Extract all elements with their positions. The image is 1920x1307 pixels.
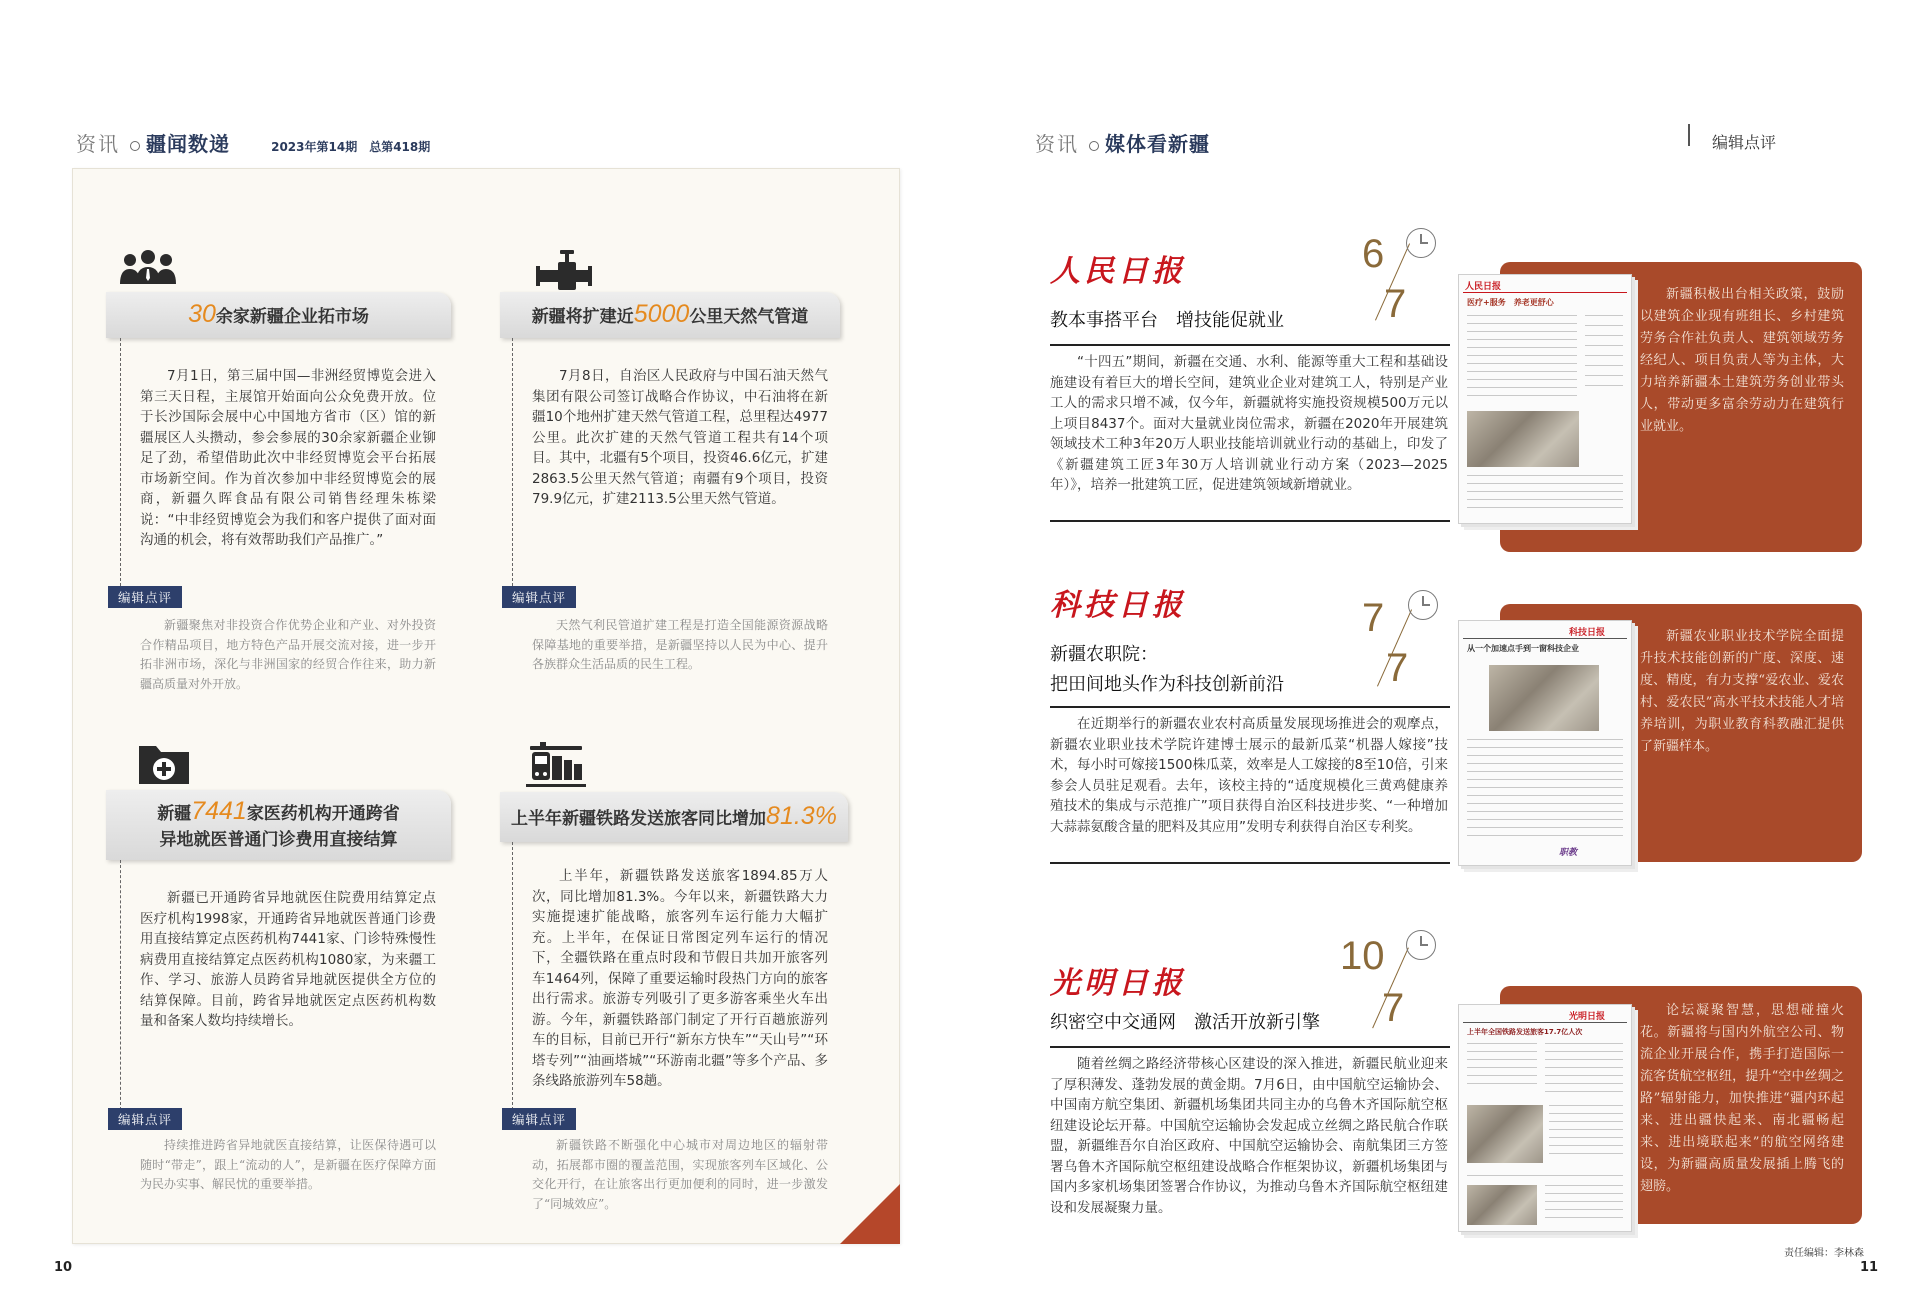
- headline-text: 余家新疆企业拓市场: [215, 306, 369, 327]
- date-month: 10: [1340, 934, 1385, 978]
- clipping-masthead: 科技日报: [1569, 628, 1606, 638]
- article-body-1: “十四五”期间，新疆在交通、水利、能源等重大工程和基础设施建设有着巨大的增长空间，建筑业企业对建筑工人，特别是产业工人的需求只增不减，仅今年，新疆就将实施投资规模500万元以上项目8437个。面对大量就业岗位需求，新疆在2020年开展建筑领域技术工种3年20万人职业技能培训就业行动的基础上，印发了《新疆建筑工匠3年30万人培训就业行动方案（2023—2025年）》，培养一批建筑工匠，促进建筑领域新增就业。: [1050, 354, 1448, 493]
- newspaper-logo-renmin: 人民日报: [1050, 254, 1186, 289]
- news-body-1: 7月1日，第三届中国—非洲经贸博览会进入第三天日程，主展馆开始面向公众免费开放。位于长沙国际会展中心中国地方省市（区）馆的新疆展区人头攒动，参会参展的30余家新疆企业铆足了劲，希望借助此次中非经贸博览会平台拓展市场新空间。作为首次参加中非经贸博览会的展商，新疆久晖食品有限公司销售经理朱栋梁说：“中非经贸博览会为我们和客户提供了面对面沟通的机会，将有效帮助我们产品推广。”: [140, 368, 436, 548]
- headline-text: 公里天然气管道: [689, 306, 809, 327]
- headline-banner-2: [500, 292, 840, 338]
- header-section-title: 媒体看新疆: [1105, 132, 1210, 156]
- date-month: 7: [1362, 596, 1385, 640]
- dashed-guide-line: [120, 860, 121, 1110]
- newspaper-logo-guangming: 光明日报: [1050, 966, 1186, 1001]
- clock-icon: [1406, 228, 1436, 258]
- clock-icon: [1408, 590, 1438, 620]
- bottom-rule: [1050, 862, 1450, 864]
- panel-corner-fold: [840, 1184, 900, 1244]
- circle-bullet-icon: [1089, 141, 1099, 151]
- headline-text: 新疆将扩建近: [531, 306, 634, 327]
- newspaper-clipping-3: [1458, 1004, 1632, 1232]
- train-icon: [526, 740, 586, 790]
- header-category: 资讯: [1035, 132, 1079, 156]
- dashed-guide-line: [120, 338, 121, 586]
- article-title-1: 教本事搭平台 增技能促就业: [1050, 310, 1284, 331]
- headline-number: 81.3%: [766, 801, 837, 830]
- header-category: 资讯: [76, 132, 120, 156]
- dashed-guide-line: [512, 842, 513, 1110]
- business-people-icon: [120, 244, 176, 294]
- article-title-line1: 新疆农职院：: [1050, 644, 1158, 665]
- headline-banner-4: [500, 792, 848, 842]
- header-section-title: 疆闻数递: [146, 132, 230, 156]
- editor-comment-3: 持续推进跨省异地就医直接结算，让医保待遇可以随时“带走”，跟上“流动的人”，是新疆在医疗保障方面为民办实事、解民忧的重要举措。: [140, 1138, 436, 1191]
- comment-text-3: 论坛凝聚智慧，思想碰撞火花。新疆将与国内外航空公司、物流企业开展合作，携手打造国际一流客货航空枢纽，提升“空中丝绸之路”辐射能力，加快推进“疆内环起来、进出疆快起来、南北疆畅起来、进出境联起来”的航空网络建设，为新疆高质量发展插上腾飞的翅膀。: [1640, 1003, 1844, 1194]
- medical-folder-icon: [136, 738, 192, 788]
- headline-number: 30: [188, 299, 216, 328]
- headline-number: 7441: [191, 796, 247, 825]
- comment-text-1: 新疆积极出台相关政策，鼓励以建筑企业现有班组长、乡村建筑劳务合作社负责人、建筑领域劳务经纪人、项目负责人等为主体，大力培养新疆本土建筑劳务创业带头人，带动更多富余劳动力在建筑行业就业。: [1640, 287, 1844, 434]
- article-title-2: [1050, 640, 1284, 700]
- news-body-3: 新疆已开通跨省异地就医住院费用结算定点医疗机构1998家，开通跨省异地就医普通门诊费用直接结算定点医药机构7441家、门诊特殊慢性病费用直接结算定点医药机构1080家，为来疆工作、学习、旅游人员跨省异地就医提供全方位的结算保障。目前，跨省异地就医定点医药机构数量和备案人数均持续增长。: [140, 890, 436, 1029]
- headline-text: 家医药机构开通跨省: [246, 803, 400, 824]
- editor-credit: 责任编辑：李林森: [1784, 1248, 1864, 1259]
- clock-icon: [1406, 930, 1436, 960]
- editor-comment-tag: 编辑点评: [108, 1108, 182, 1130]
- date-day: 7: [1384, 282, 1407, 326]
- editor-comment-label: 编辑点评: [1712, 133, 1777, 152]
- clipping-masthead: 光明日报: [1569, 1012, 1606, 1022]
- title-rule: [1050, 1046, 1450, 1048]
- date-day: 7: [1386, 646, 1409, 690]
- headline-banner-1: [106, 292, 451, 338]
- editor-comment-tag: 编辑点评: [502, 1108, 576, 1130]
- title-rule: [1050, 344, 1450, 346]
- newspaper-logo-keji: 科技日报: [1050, 588, 1186, 623]
- editor-comment-1: 新疆聚焦对非投资合作优势企业和产业、对外投资合作精品项目，地方特色产品开展交流对接，进一步开拓非洲市场，深化与非洲国家的经贸合作往来，助力新疆高质量对外开放。: [140, 618, 436, 691]
- circle-bullet-icon: [130, 141, 140, 151]
- article-body-2: 在近期举行的新疆农业农村高质量发展现场推进会的观摩点，新疆农业职业技术学院许建博士展示的最新瓜菜“机器人嫁接”技术，每小时可嫁接1500株瓜菜，效率是人工嫁接的8至10倍，引来参会人员驻足观看。去年，该校主持的“适度规模化三黄鸡健康养殖技术的集成与示范推广”项目获得自治区科技进步奖、“一种增加大蒜蒜氨酸含量的肥料及其应用”发明专利获得自治区专利奖。: [1050, 716, 1448, 835]
- news-body-4: 上半年，新疆铁路发送旅客1894.85万人次，同比增加81.3%。今年以来，新疆铁路大力实施提速扩能战略，旅客列车运行能力大幅扩充。上半年，在保证日常图定列车运行的情况下，全疆铁路在重点时段和节假日共加开旅客列车1464列，保障了重要运输时段热门方向的旅客出行需求。旅游专列吸引了更多游客乘坐火车出游。今年，新疆铁路部门制定了开行百趟旅游列车的目标，目前已开行“新东方快车”“天山号”“环塔专列”“油画塔城”“环游南北疆”等多个产品、多条线路旅游列车58趟。: [532, 868, 828, 1089]
- header-divider: [1688, 124, 1690, 146]
- issue-number: 2023年第14期 总第418期: [271, 140, 431, 154]
- editor-comment-2: 天然气利民管道扩建工程是打造全国能源资源战略保障基地的重要举措，是新疆坚持以人民为中心、提升各族群众生活品质的民生工程。: [532, 618, 828, 671]
- headline-text-line2: 异地就医普通门诊费用直接结算: [159, 829, 398, 850]
- clipping-headline: 从一个加速点手到一窗科技企业: [1467, 644, 1579, 653]
- editor-comment-tag: 编辑点评: [108, 586, 182, 608]
- article-body-3: 随着丝绸之路经济带核心区建设的深入推进，新疆民航业迎来了厚积薄发、蓬勃发展的黄金期。7月6日，由中国航空运输协会、中国南方航空集团、新疆机场集团共同主办的乌鲁木齐国际航空枢纽建设论坛开幕。中国航空运输协会发起成立丝绸之路民航合作联盟，新疆维吾尔自治区政府、中国航空运输协会、南航集团三方签署乌鲁木齐国际航空枢纽建设战略合作框架协议，新疆机场集团与国内多家机场集团签署合作协议，为推动乌鲁木齐国际航空枢纽建设和发展凝聚力量。: [1050, 1056, 1448, 1216]
- dashed-guide-line: [512, 338, 513, 586]
- clipping-headline: 医疗+服务 养老更舒心: [1467, 298, 1554, 307]
- gas-pipeline-icon: [536, 248, 592, 298]
- date-month: 6: [1362, 232, 1385, 276]
- headline-number: 5000: [633, 299, 690, 328]
- headline-text: 上半年新疆铁路发送旅客同比增加: [511, 808, 767, 829]
- article-title-line2: 把田间地头作为科技创新前沿: [1050, 674, 1284, 695]
- clipping-masthead: 人民日报: [1465, 282, 1502, 292]
- title-rule: [1050, 706, 1450, 708]
- editor-comment-tag: 编辑点评: [502, 586, 576, 608]
- clipping-headline: 上半年全国铁路发送旅客17.7亿人次: [1467, 1028, 1583, 1036]
- editor-comment-4: 新疆铁路不断强化中心城市对周边地区的辐射带动，拓展都市圈的覆盖范围，实现旅客列车区域化、公交化开行，在让旅客出行更加便利的同时，进一步激发了“同城效应”。: [532, 1138, 828, 1211]
- left-page-header: [76, 128, 430, 157]
- headline-text: 新疆: [157, 803, 192, 824]
- article-title-3: 织密空中交通网 激活开放新引擎: [1050, 1012, 1320, 1033]
- news-body-2: 7月8日，自治区人民政府与中国石油天然气集团有限公司签订战略合作协议，中石油将在新疆10个地州扩建天然气管道工程，总里程达4977公里。此次扩建的天然气管道工程共有14个项目。其中，北疆有5个项目，投资46.6亿元，扩建2863.5公里天然气管道；南疆有9个项目，投资79.9亿元，扩建2113.5公里天然气管道。: [532, 368, 828, 507]
- newspaper-clipping-2: 科技日报 从一个加速点手到一窗科技企业 职教: [1458, 620, 1632, 866]
- newspaper-clipping-1: [1458, 274, 1632, 524]
- page-number-right: 11: [1860, 1260, 1879, 1275]
- right-page-header: [1035, 128, 1210, 157]
- date-day: 7: [1382, 986, 1405, 1030]
- page-number-left: 10: [54, 1260, 73, 1275]
- bottom-rule: [1050, 520, 1450, 522]
- comment-text-2: 新疆农业职业技术学院全面提升技术技能创新的广度、深度、速度、精度，有力支撑“爱农业、爱农村、爱农民”高水平技术技能人才培养培训，为职业教育科教融汇提供了新疆样本。: [1640, 629, 1844, 754]
- headline-banner-3: [106, 790, 451, 860]
